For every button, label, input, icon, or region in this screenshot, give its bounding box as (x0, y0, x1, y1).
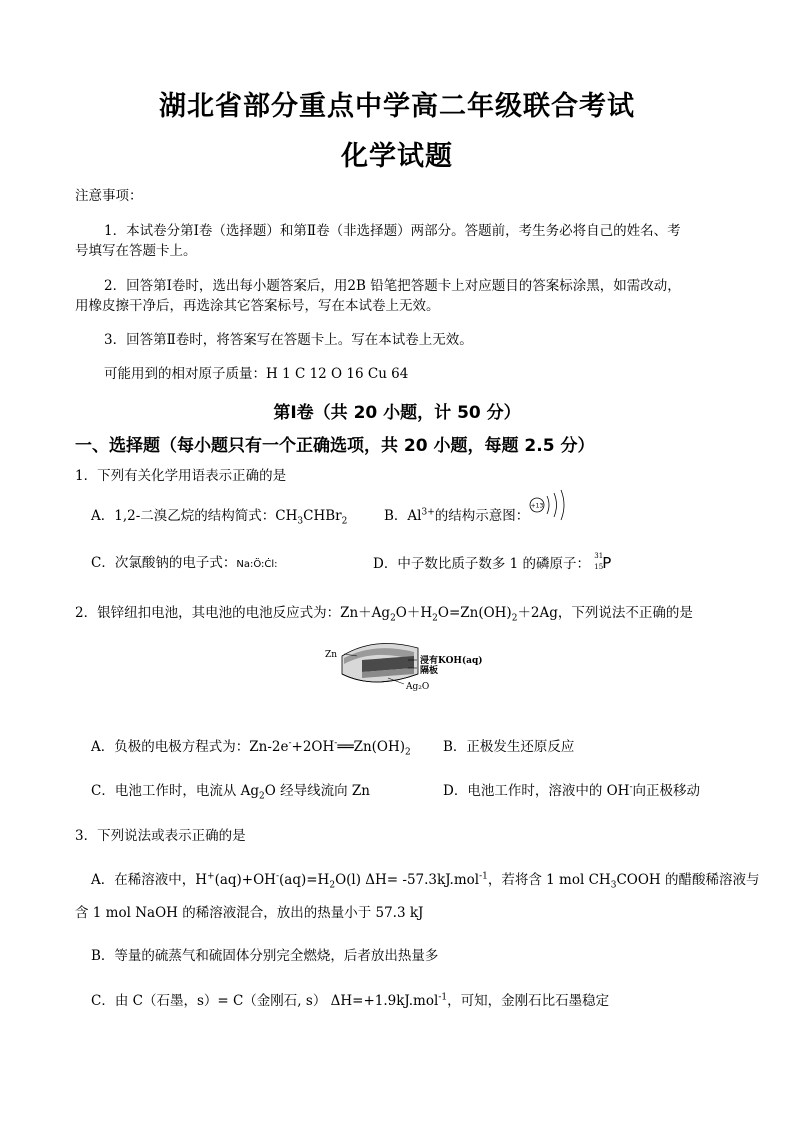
q1-stem: 1．下列有关化学用语表示正确的是 (75, 468, 287, 484)
q2-option-c: C．电池工作时，电流从 $Ag_2O$ 经导线流向 Zn (91, 783, 370, 802)
sodium-hypochlorite-electron-formula: Na:Ö:Ċl: (236, 559, 278, 570)
notice-item-1-line-1: 1．本试卷分第Ⅰ卷（选择题）和第Ⅱ卷（非选择题）两部分。答题前，考生务必将自己的姓名、考 (104, 223, 681, 239)
exam-subtitle: 化学试题 (341, 141, 453, 172)
q3-option-b: B．等量的硫蒸气和硫固体分别完全燃烧，后者放出热量多 (91, 948, 439, 964)
q2-option-b: B．正极发生还原反应 (443, 739, 575, 755)
q2-stem: 2．银锌纽扣电池，其电池的电池反应式为：$Zn+Ag_2O+H_2O=Zn(OH)_2+2Ag$，下列说法不正确的是 (75, 605, 693, 624)
al-ion-structure-diagram (525, 488, 571, 522)
q2-option-d: D．电池工作时，溶液中的 OH-向正极移动 (443, 782, 701, 799)
section-heading: 一、选择题（每小题只有一个正确选项，共 20 小题，每题 2.5 分） (75, 436, 595, 456)
q3-stem: 3．下列说法或表示正确的是 (75, 828, 246, 844)
q1-option-a: A．1,2-二溴乙烷的结构简式：$CH_3CHBr_2$ (91, 508, 348, 527)
part-1-heading: 第Ⅰ卷（共 20 小题，计 50 分） (273, 403, 521, 423)
fig-label-koh: 浸有KOH(aq) (420, 656, 483, 666)
q3-option-a-line-2: 含 1 mol NaOH 的稀溶液混合，放出的热量小于 57.3 kJ (75, 905, 424, 921)
q3-option-c: C．由 C（石墨，s）= C（金刚石, s） ΔH=+1.9kJ.mol$^{-1}$，可知，金刚石比石墨稳定 (91, 992, 610, 1009)
notice-item-2-line-2: 用橡皮擦干净后，再选涂其它答案标号，写在本试卷上无效。 (75, 298, 440, 314)
fig-label-separator: 隔板 (420, 666, 439, 676)
notice-heading: 注意事项： (75, 188, 143, 204)
exam-title: 湖北省部分重点中学高二年级联合考试 (159, 91, 635, 122)
button-cell-diagram (322, 634, 512, 694)
q1-option-c: C．次氯酸钠的电子式：Na:Ö:Ċl: (91, 555, 278, 571)
q1-option-b: B．$Al^{3+}$的结构示意图： (384, 507, 530, 524)
q1-option-d: D．中子数比质子数多 1 的磷原子： 31 15 P (373, 552, 612, 572)
notice-item-3: 3．回答第Ⅱ卷时，将答案写在答题卡上。写在本试卷上无效。 (104, 332, 473, 348)
fig-label-zn: Zn (325, 650, 338, 660)
atomic-mass-line: 可能用到的相对原子质量：H 1 C 12 O 16 Cu 64 (104, 366, 409, 382)
notice-item-2-line-1: 2．回答第Ⅰ卷时，选出每小题答案后，用2B 铅笔把答题卡上对应题目的答案标涂黑，如需改动， (104, 278, 681, 294)
fig-label-ag2o: Ag₂O (406, 682, 430, 692)
notice-item-1-line-2: 号填写在答题卡上。 (75, 243, 197, 259)
nucleus-label: +13 (530, 502, 544, 510)
q2-option-a: A．负极的电极方程式为：$Zn-2e^-+2OH^-══Zn(OH)_2$ (91, 738, 411, 758)
q3-option-a-line-1: A．在稀溶液中，$H^+(aq)+OH^-(aq)=H_2O(l)$ ΔH= -57.3kJ.mol$^{-1}$，若将含 1 mol $CH_3COOH$ 的醋酸稀溶液与 (91, 871, 760, 891)
